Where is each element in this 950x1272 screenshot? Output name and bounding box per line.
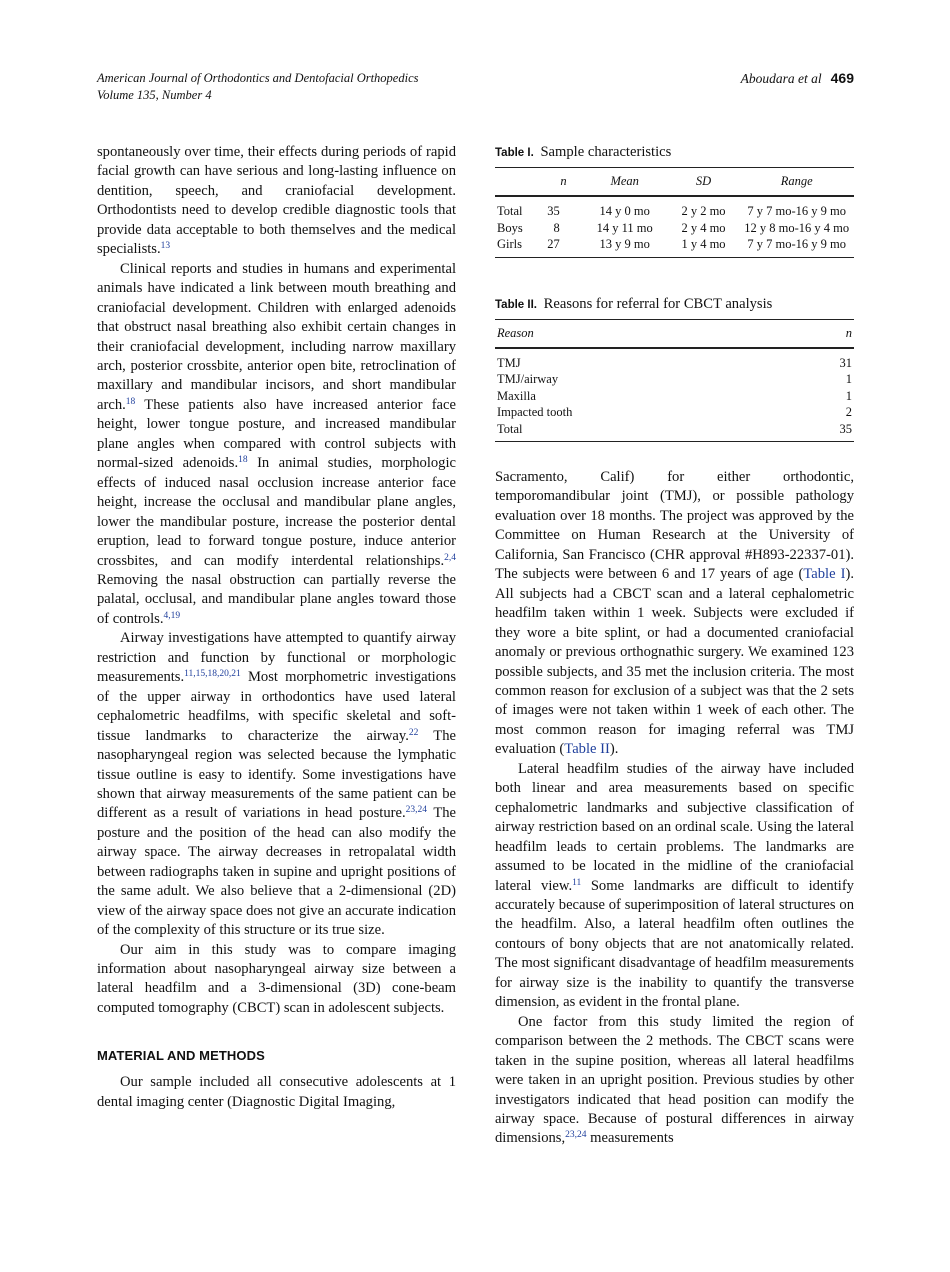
table-cell: 14 y 11 mo [596, 220, 653, 235]
paragraph [97, 260, 456, 630]
table-cell: 1 [845, 372, 852, 386]
paragraph [97, 143, 456, 260]
paragraph-text: ). [609, 741, 619, 758]
journal-title: American Journal of Orthodontics and Dentofacial Orthopedics [97, 71, 419, 85]
left-column [97, 143, 456, 1112]
paragraph [495, 468, 854, 760]
reference-link[interactable]: 4,19 [163, 610, 181, 621]
reference-link[interactable]: 18 [238, 455, 248, 466]
table-caption [495, 143, 854, 162]
paragraph-text: ). All subjects had a CBCT scan and a lateral cephalometric headfilm taken within 1 week. Subjects were excluded if they wore a bite splint, or had a documented craniofacial anomaly or previous orthognathic surgery. We examined 123 possible subjects, and 35 met the inclusion criteria. The most common reason for exclusion of a subject was that the 2 sets of images were not taken within 1 week of each other. The most common reason for imaging referral was TMJ evaluation ( [495, 566, 855, 758]
table-cell: 31 [839, 355, 852, 370]
table-cell: 35 [547, 204, 560, 218]
reference-link[interactable]: 23,24 [565, 1130, 587, 1141]
journal-volume: Volume 135, Number 4 [97, 88, 212, 102]
table-cell: 7 y 7 mo-16 y 9 mo [739, 236, 854, 257]
table-cell: 2 y 2 mo [681, 204, 726, 218]
table-row [495, 196, 854, 220]
paragraph: Our aim in this study was to compare imaging information about nasopharyngeal airway size between a lateral headfilm and a 3-dimensional (3D) cone-beam computed tomography (CBCT) scan in adolescent subjects. [97, 941, 456, 1016]
table-cell: 2 [845, 405, 852, 419]
reference-link[interactable]: 2,4 [444, 552, 456, 563]
table-cell: 35 [792, 421, 854, 442]
table-label: Table I. [495, 147, 534, 159]
table-2-link[interactable]: Table II [564, 741, 610, 758]
tables-area [495, 143, 854, 442]
table-title: Sample characteristics [540, 144, 672, 160]
table-cell: 2 y 4 mo [681, 220, 726, 235]
column-header: n [545, 168, 582, 197]
table-cell: 8 [553, 220, 560, 235]
table-label: Table II. [495, 298, 537, 311]
paragraph-text: Some landmarks are difficult to identify accurately because of superimposition of lateral structures on the headfilm. Also, a lateral headfilm often outlines the contours of bony objects that are not anatomically related. The most significant disadvantage of headfilm measurements for airway size is the inability to quantify the transverse dimension, as evident in the frontal plane. [495, 877, 854, 1011]
table-header-row [495, 319, 854, 348]
section-heading: MATERIAL AND METHODS [97, 1048, 265, 1064]
table-title: Reasons for referral for CBCT analysis [543, 295, 773, 312]
paragraph-text: Sacramento, Calif) for either orthodontic, temporomandibular joint (TMJ), or possible pathology evaluation over 18 months. The project was approved by the Committee on Human Research at the University of California, San Francisco (CHR approval #H893-22337-01). The subjects were between 6 and 17 years of age ( [495, 469, 854, 583]
table-cell: 27 [545, 236, 582, 257]
paragraph-text: Most morphometric investigations of the upper airway in orthodontics have used lateral cephalometric headfilms, with specific skeletal and soft-tissue landmarks to characterize the airway. [97, 669, 456, 744]
column-header: n [792, 319, 854, 348]
table-1 [495, 143, 854, 258]
table-cell: Maxilla [497, 388, 536, 403]
paragraph: Our sample included all consecutive adolescents at 1 dental imaging center (Diagnostic Digital Imaging, [97, 1074, 456, 1110]
journal-info [97, 70, 419, 104]
page-number: 469 [830, 70, 854, 86]
table-row [495, 236, 854, 257]
table-cell: 14 y 0 mo [599, 204, 650, 218]
column-header [495, 168, 545, 197]
table-2 [495, 295, 854, 443]
column-header: Mean [582, 168, 668, 197]
table-1-link[interactable]: Table I [803, 566, 846, 583]
table-cell: 13 y 9 mo [582, 236, 668, 257]
table-cell: TMJ/airway [497, 372, 559, 386]
running-authors: Aboudara et al [740, 71, 822, 86]
table-cell: TMJ [497, 355, 521, 370]
referral-reasons-table [495, 319, 854, 443]
paragraph-text: One factor from this study limited the region of comparison between the 2 methods. The CBCT scans were taken in the supine position, whereas all lateral headfilms were taken in an upright position. Previous studies by other investigators indicated that head position can modify the airway space. Because of postural differences in airway dimensions, [495, 1013, 854, 1147]
paragraph-text: The nasopharyngeal region was selected because the lymphatic tissue outline is easy to identify. Some investigations have shown that airway measurements of the same patient can be different as a result of variations in head posture. [97, 727, 456, 822]
table-cell: 12 y 8 mo-16 y 4 mo [744, 220, 850, 235]
table-row [495, 388, 854, 405]
table-cell: Boys [497, 220, 523, 235]
paragraph-text: measurements [586, 1130, 674, 1147]
paragraph-text: Airway investigations have attempted to quantify airway restriction and function by functional or morphologic measurements. [97, 630, 456, 686]
reference-link[interactable]: 23,24 [405, 805, 428, 816]
paragraph-text: In animal studies, morphologic effects of induced nasal occlusion increase anterior face height, increase the occlusal and mandibular plane angles, lower the mandibular posture, increase the posterior dental eruption, lead to forward tongue posture, induce anterior crossbites, and can modify interdental relationships. [97, 455, 456, 569]
table-row [495, 348, 854, 372]
reference-link[interactable]: 11 [572, 877, 582, 888]
sample-characteristics-table [495, 167, 854, 258]
column-header: SD [668, 168, 740, 197]
reference-link[interactable]: 18 [125, 396, 136, 407]
column-header: Reason [495, 319, 792, 348]
paragraph-text: spontaneously over time, their effects during periods of rapid facial growth can have serious and long-lasting influence on dentition, speech, and craniofacial development. Orthodontists need to develop credible diagnostic tools that provide data acceptable to both themselves and the medical specialists. [97, 144, 456, 258]
paragraph-text: Lateral headfilm studies of the airway have included both linear and area measurements based on specific cephalometric landmarks and subjective classification of airway restriction based on an ordinal scale. Using the lateral headfilm leads to certain problems. The landmarks are assumed to be located in the midline of the craniofacial lateral view. [495, 760, 854, 894]
paragraph [97, 629, 456, 940]
paragraph [495, 1013, 854, 1149]
table-cell: 1 [845, 388, 852, 403]
table-header-row [495, 168, 854, 197]
reference-link[interactable]: 11,15,18,20,21 [184, 669, 241, 680]
column-header: Range [739, 168, 854, 197]
table-row [495, 220, 854, 237]
table-row [495, 371, 854, 388]
table-cell: Total [497, 204, 523, 218]
table-row [495, 421, 854, 442]
paragraph-text: These patients also have increased anterior face height, lower tongue posture, and increased mandibular plane angles when compared with control subjects with normal-sized adenoids. [97, 396, 456, 472]
paragraph-text: Clinical reports and studies in humans and experimental animals have indicated a link between mouth breathing and craniofacial development. Children with enlarged adenoids that obstruct nasal breathing also exhibit certain changes in their craniofacial development, including narrow maxillary arch, posterior crossbite, anterior open bite, retroclination of maxillary and mandibular incisors, and short mandibular arch. [97, 260, 456, 413]
paragraph-text: Removing the nasal obstruction can partially reverse the palatal, occlusal, and mandibular plane angles toward those of controls. [97, 571, 456, 627]
paragraph-text: The posture and the position of the head can also modify the airway space. The airway decreases in retropalatal width between radiographs taken in supine and upright positions of the same adult. We also believe that a 2-dimensional (2D) view of the airway space does not give an accurate indication of the complexity of this structure or its true size. [97, 805, 457, 939]
table-row [495, 404, 854, 421]
table-cell: 7 y 7 mo-16 y 9 mo [747, 204, 846, 218]
right-column [495, 468, 854, 1149]
table-cell: 1 y 4 mo [668, 236, 740, 257]
table-caption [495, 295, 854, 314]
reference-link[interactable]: 13 [160, 241, 171, 252]
table-cell: Total [495, 421, 792, 442]
reference-link[interactable]: 22 [408, 727, 419, 738]
paragraph [495, 760, 854, 1013]
table-cell: Impacted tooth [497, 405, 573, 419]
author-page [741, 70, 854, 87]
table-cell: Girls [495, 236, 545, 257]
